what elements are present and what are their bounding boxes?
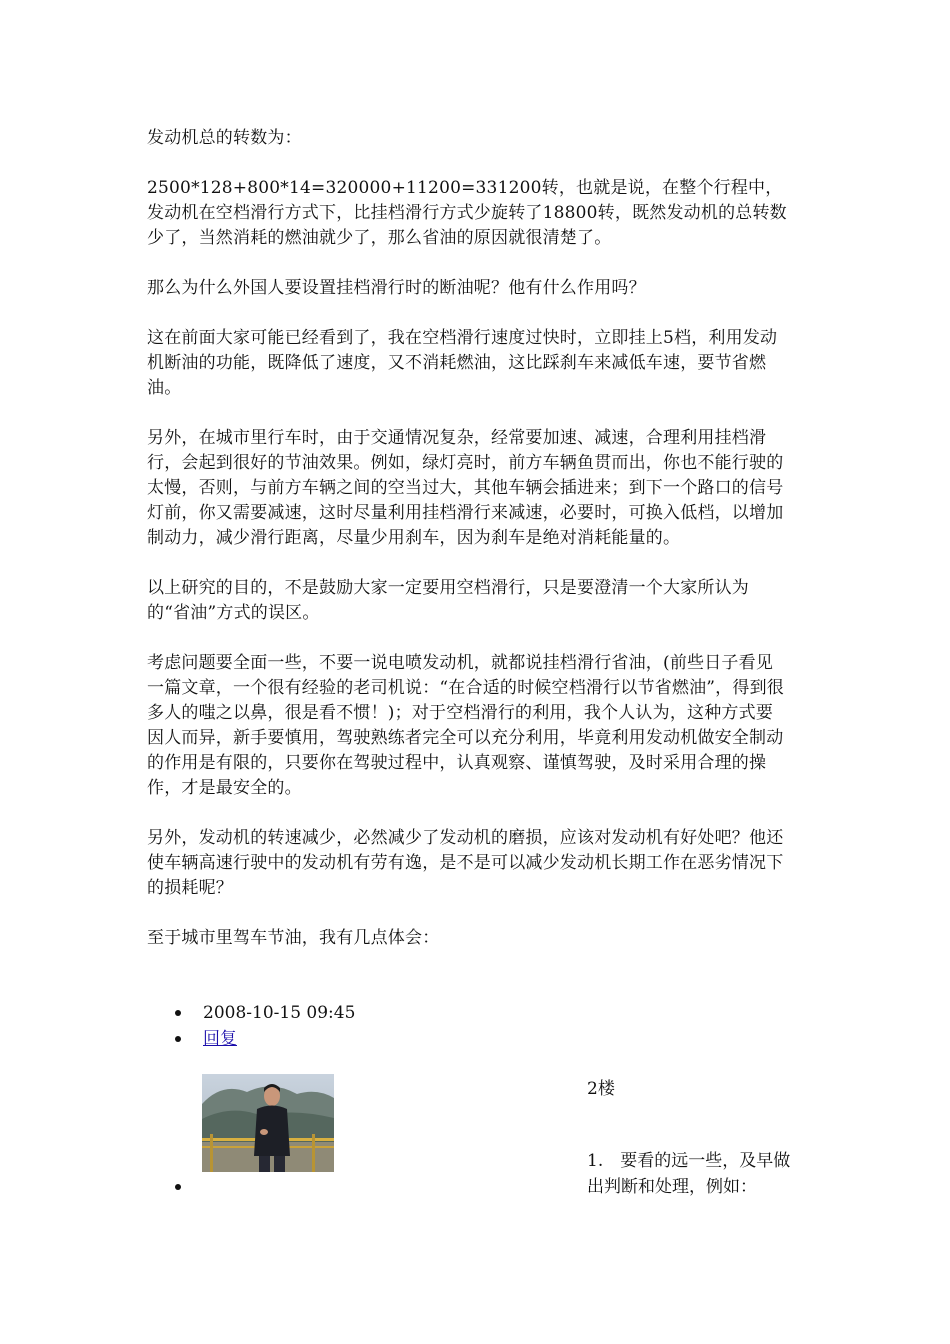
article-body (147, 126, 787, 976)
bullet-icon (175, 1184, 181, 1190)
post-timestamp: 2008-10-15 09:45 (203, 1003, 356, 1023)
post-timestamp-item (175, 1000, 355, 1026)
user-avatar-photo (202, 1074, 334, 1172)
paragraph: 2500*128+800*14=320000+11200=331200转，也就是说，在整个行程中，发动机在空档滑行方式下，比挂档滑行方式少旋转了18800转，既然发动机的总转数少了，当然消耗的燃油就少了，那么省油的原因就很清楚了。 (147, 178, 787, 248)
paragraph: 至于城市里驾车节油，我有几点体会： (147, 928, 440, 948)
post-meta-list (175, 1000, 355, 1052)
paragraph: 另外，发动机的转速减少，必然减少了发动机的磨损，应该对发动机有好处吧？他还使车辆高速行驶中的发动机有劳有逸，是不是可以减少发动机长期工作在恶劣情况下的损耗呢？ (147, 828, 784, 898)
paragraph: 发动机总的转数为： (147, 128, 302, 148)
bullet-icon (175, 1010, 181, 1016)
paragraph: 这在前面大家可能已经看到了，我在空档滑行速度过快时，立即挂上5档，利用发动机断油的功能，既降低了速度，又不消耗燃油，这比踩刹车来减低车速，要节省燃油。 (147, 328, 778, 398)
reply-content: 1. 要看的远一些，及早做出判断和处理，例如： (587, 1151, 791, 1197)
paragraph: 以上研究的目的，不是鼓励大家一定要用空档滑行，只是要澄清一个大家所认为的“省油”方式的误区。 (147, 578, 749, 623)
paragraph: 另外，在城市里行车时，由于交通情况复杂，经常要加速、减速，合理利用挂档滑行，会起到很好的节油效果。例如，绿灯亮时，前方车辆鱼贯而出，你也不能行驶的太慢，否则，与前方车辆之间的空当过大，其他车辆会插进来；到下一个路口的信号灯前，你又需要减速，这时尽量利用挂档滑行来减速，必要时，可换入低档，以增加制动力，减少滑行距离，尽量少用刹车，因为刹车是绝对消耗能量的。 (147, 428, 784, 548)
reply-link-item (175, 1026, 355, 1052)
reply-link[interactable]: 回复 (203, 1029, 237, 1049)
paragraph: 那么为什么外国人要设置挂档滑行时的断油呢？他有什么作用吗？ (147, 278, 646, 298)
paragraph: 考虑问题要全面一些，不要一说电喷发动机，就都说挂档滑行省油，(前些日子看见一篇文章，一个很有经验的老司机说：“在合适的时候空档滑行以节省燃油”，得到很多人的嗤之以鼻，很是看不惯！)；对于空档滑行的利用，我个人认为，这种方式要因人而异，新手要慎用，驾驶熟练者完全可以充分利用，毕竟利用发动机做安全制动的作用是有限的，只要你在驾驶过程中，认真观察、谨慎驾驶，及时采用合理的操作，才是最安全的。 (147, 653, 784, 798)
floor-number: 2楼 (587, 1079, 615, 1099)
bullet-icon (175, 1036, 181, 1042)
avatar-image (202, 1074, 334, 1172)
